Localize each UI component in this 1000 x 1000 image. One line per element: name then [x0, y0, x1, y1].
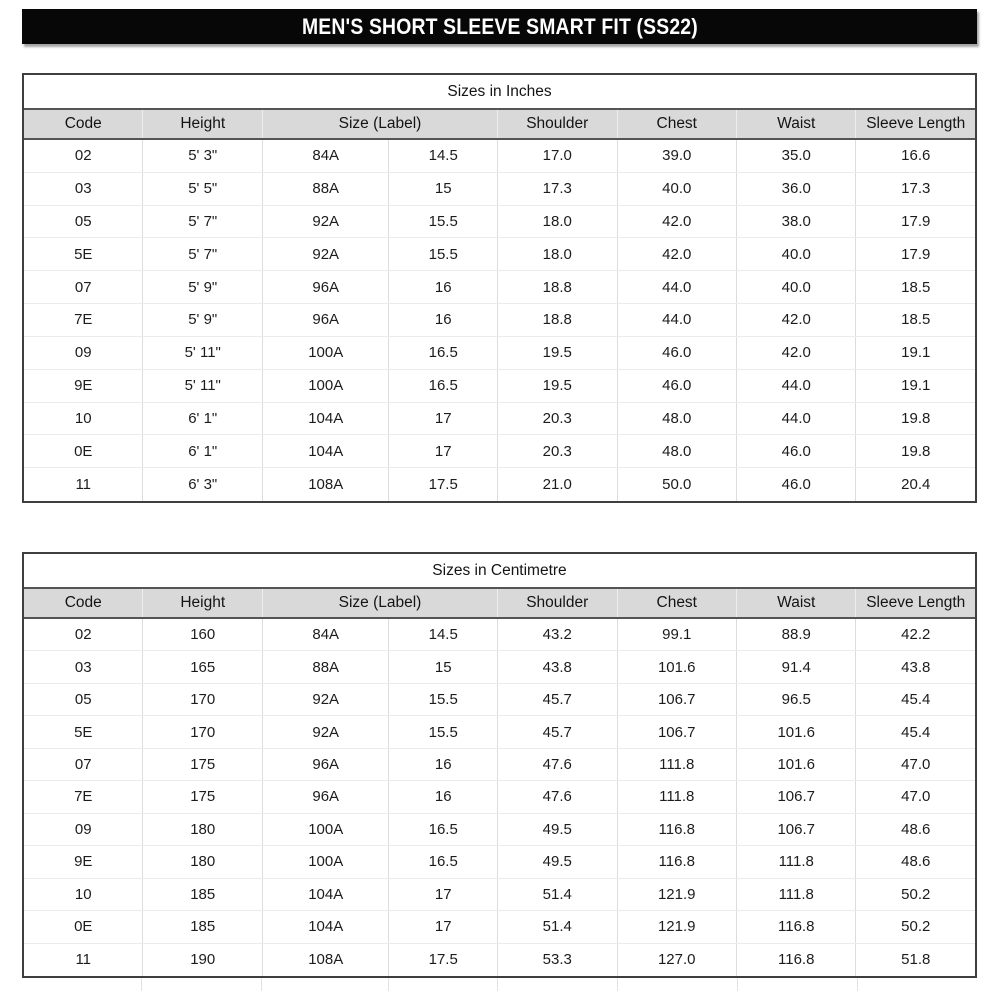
table-cell: 108A — [263, 944, 389, 976]
table-cell: 19.8 — [901, 442, 931, 460]
table-cell: 47.0 — [901, 756, 931, 774]
table-cell: 5E — [24, 716, 143, 747]
column-header: Waist — [737, 589, 856, 617]
table-cell: 104A — [263, 879, 389, 910]
table-body — [24, 140, 975, 501]
table-cell: 51.4 — [498, 911, 618, 942]
table-cell: 17.5 — [389, 468, 498, 501]
table-cell: 17.3 — [901, 180, 931, 198]
table-cell: 91.4 — [737, 651, 856, 682]
table-cell: 92A — [263, 206, 389, 238]
table-cell: 44.0 — [618, 304, 738, 336]
table-cell: 07 — [24, 749, 143, 780]
table-cell: 20.3 — [498, 435, 618, 467]
table-cell: 0E — [24, 911, 143, 942]
table-cell: 16 — [389, 271, 498, 303]
table-cell: 40.0 — [737, 238, 856, 270]
column-header: Shoulder — [498, 589, 618, 617]
table-cell: 106.7 — [737, 781, 856, 812]
table-cell: 5' 9" — [143, 304, 263, 336]
table-cell: 96.5 — [737, 684, 856, 715]
table-cell: 6' 1" — [143, 403, 263, 435]
table-cell: 111.8 — [737, 846, 856, 877]
table-cell: 190 — [143, 944, 263, 976]
table-cell: 18.8 — [498, 304, 618, 336]
table-cell: 96A — [263, 749, 389, 780]
table-cell: 92A — [263, 684, 389, 715]
table-cell: 96A — [263, 781, 389, 812]
table-cell: 111.8 — [737, 879, 856, 910]
table-cell: 45.4 — [901, 691, 931, 709]
column-header: Chest — [618, 110, 738, 138]
table-cell: 49.5 — [498, 846, 618, 877]
table-cell: 121.9 — [618, 879, 738, 910]
table-cell: 42.0 — [618, 238, 738, 270]
table-row — [24, 619, 975, 651]
table-row — [24, 468, 975, 501]
table-cell: 17.3 — [498, 173, 618, 205]
table-cell: 19.1 — [901, 377, 931, 395]
table-cell: 35.0 — [737, 140, 856, 172]
table-cell: 116.8 — [618, 814, 738, 845]
table-row — [24, 403, 975, 436]
table-cell: 46.0 — [737, 468, 856, 501]
table-cell: 19.5 — [498, 337, 618, 369]
column-header: Size (Label) — [263, 589, 498, 617]
table-cell: 45.7 — [498, 716, 618, 747]
table-cell: 20.4 — [901, 476, 931, 494]
table-cell: 84A — [263, 619, 389, 650]
column-header: Code — [24, 589, 143, 617]
table-cell: 165 — [143, 651, 263, 682]
table-cell: 47.6 — [498, 781, 618, 812]
table-cell: 40.0 — [618, 173, 738, 205]
table-cell: 104A — [263, 911, 389, 942]
table-cell: 106.7 — [737, 814, 856, 845]
table-cell: 9E — [24, 846, 143, 877]
table-cell: 88A — [263, 651, 389, 682]
table-row — [24, 846, 975, 878]
table-cell: 47.0 — [901, 788, 931, 806]
table-row — [24, 944, 975, 976]
table-cell: 17 — [389, 879, 498, 910]
table-cell: 101.6 — [737, 749, 856, 780]
table-cell: 17.5 — [389, 944, 498, 976]
table-cell: 20.3 — [498, 403, 618, 435]
table-cell: 14.5 — [389, 140, 498, 172]
column-header: Height — [143, 110, 263, 138]
table-cell: 9E — [24, 370, 143, 402]
table-cell: 101.6 — [737, 716, 856, 747]
table-cell: 42.0 — [618, 206, 738, 238]
sizes-in-inches-table — [22, 73, 977, 503]
table-cell: 5' 11" — [143, 337, 263, 369]
table-cell: 11 — [24, 468, 143, 501]
table-cell: 16.5 — [389, 370, 498, 402]
table-cell: 101.6 — [618, 651, 738, 682]
table-cell: 5' 3" — [143, 140, 263, 172]
table-cell: 44.0 — [618, 271, 738, 303]
table-cell: 180 — [143, 846, 263, 877]
table-cell: 10 — [24, 879, 143, 910]
table-cell: 100A — [263, 846, 389, 877]
table-cell: 38.0 — [737, 206, 856, 238]
table-row — [24, 173, 975, 206]
table-cell: 17 — [389, 435, 498, 467]
table-cell: 15.5 — [389, 716, 498, 747]
table-cell: 05 — [24, 684, 143, 715]
table-cell: 5E — [24, 238, 143, 270]
table-cell: 16.6 — [901, 147, 931, 165]
table-cell: 02 — [24, 619, 143, 650]
table-body — [24, 619, 975, 976]
table-cell: 47.6 — [498, 749, 618, 780]
column-header: Size (Label) — [263, 110, 498, 138]
table-cell: 17 — [389, 403, 498, 435]
table-header-row — [24, 587, 975, 619]
table-cell: 19.1 — [901, 344, 931, 362]
table-cell: 18.5 — [901, 311, 931, 329]
table-cell: 111.8 — [618, 781, 738, 812]
table-cell: 09 — [24, 814, 143, 845]
table-cell: 21.0 — [498, 468, 618, 501]
table-row — [24, 435, 975, 468]
table-row — [24, 370, 975, 403]
table-row — [24, 206, 975, 239]
table-cell: 7E — [24, 781, 143, 812]
table-row — [24, 814, 975, 846]
column-header: Shoulder — [498, 110, 618, 138]
sizes-in-centimetre-table — [22, 552, 977, 978]
table-cell: 88.9 — [737, 619, 856, 650]
table-cell: 15.5 — [389, 206, 498, 238]
table-cell: 19.5 — [498, 370, 618, 402]
table-row — [24, 140, 975, 173]
table-cell: 40.0 — [737, 271, 856, 303]
table-cell: 18.0 — [498, 206, 618, 238]
table-cell: 48.0 — [618, 435, 738, 467]
table-row — [24, 716, 975, 748]
table-cell: 46.0 — [618, 370, 738, 402]
table-cell: 100A — [263, 370, 389, 402]
table-cell: 14.5 — [389, 619, 498, 650]
table-cell: 7E — [24, 304, 143, 336]
table-cell: 84A — [263, 140, 389, 172]
page-title: MEN'S SHORT SLEEVE SMART FIT (SS22) — [301, 13, 698, 39]
table-caption: Sizes in Inches — [447, 82, 552, 100]
table-cell: 44.0 — [737, 403, 856, 435]
table-cell: 16 — [389, 304, 498, 336]
table-cell: 51.8 — [901, 951, 931, 969]
table-cell: 51.4 — [498, 879, 618, 910]
table-cell: 50.0 — [618, 468, 738, 501]
table-cell: 45.7 — [498, 684, 618, 715]
table-caption: Sizes in Centimetre — [432, 561, 567, 579]
table-cell: 116.8 — [618, 846, 738, 877]
table-cell: 16.5 — [389, 337, 498, 369]
table-cell: 175 — [143, 781, 263, 812]
table-cell: 6' 1" — [143, 435, 263, 467]
table-cell: 03 — [24, 173, 143, 205]
table-cell: 5' 11" — [143, 370, 263, 402]
table-cell: 53.3 — [498, 944, 618, 976]
table-row — [24, 781, 975, 813]
table-cell: 185 — [143, 879, 263, 910]
table-cell: 50.2 — [901, 885, 931, 903]
table-cell: 42.0 — [737, 337, 856, 369]
table-cell: 16 — [389, 781, 498, 812]
table-cell: 104A — [263, 435, 389, 467]
table-cell: 121.9 — [618, 911, 738, 942]
table-cell: 17.9 — [901, 213, 931, 231]
table-cell: 43.8 — [901, 658, 931, 676]
cutoff-gridline-stubs — [22, 978, 977, 991]
table-cell: 18.5 — [901, 278, 931, 296]
table-cell: 160 — [143, 619, 263, 650]
table-cell: 0E — [24, 435, 143, 467]
table-cell: 100A — [263, 814, 389, 845]
table-cell: 49.5 — [498, 814, 618, 845]
table-cell: 92A — [263, 238, 389, 270]
table-cell: 108A — [263, 468, 389, 501]
table-cell: 5' 7" — [143, 238, 263, 270]
table-cell: 18.8 — [498, 271, 618, 303]
table-cell: 5' 9" — [143, 271, 263, 303]
table-cell: 39.0 — [618, 140, 738, 172]
column-header: Code — [24, 110, 143, 138]
table-cell: 116.8 — [737, 944, 856, 976]
column-header: Sleeve Length — [866, 115, 966, 132]
table-cell: 5' 5" — [143, 173, 263, 205]
table-cell: 170 — [143, 716, 263, 747]
table-row — [24, 651, 975, 683]
table-row — [24, 238, 975, 271]
table-cell: 48.6 — [901, 853, 931, 871]
table-cell: 100A — [263, 337, 389, 369]
column-header: Chest — [618, 589, 738, 617]
column-header: Height — [143, 589, 263, 617]
table-cell: 15.5 — [389, 684, 498, 715]
title-banner — [22, 9, 977, 44]
table-header-row — [24, 108, 975, 140]
table-cell: 92A — [263, 716, 389, 747]
table-cell: 17.0 — [498, 140, 618, 172]
table-cell: 05 — [24, 206, 143, 238]
table-cell: 15 — [389, 173, 498, 205]
table-cell: 99.1 — [618, 619, 738, 650]
table-cell: 104A — [263, 403, 389, 435]
table-cell: 170 — [143, 684, 263, 715]
table-cell: 43.2 — [498, 619, 618, 650]
table-cell: 16 — [389, 749, 498, 780]
table-cell: 42.2 — [901, 626, 931, 644]
table-row — [24, 304, 975, 337]
table-cell: 180 — [143, 814, 263, 845]
table-cell: 6' 3" — [143, 468, 263, 501]
table-cell: 09 — [24, 337, 143, 369]
column-header: Waist — [737, 110, 856, 138]
table-cell: 116.8 — [737, 911, 856, 942]
table-cell: 46.0 — [737, 435, 856, 467]
table-cell: 11 — [24, 944, 143, 976]
table-cell: 46.0 — [618, 337, 738, 369]
table-cell: 48.0 — [618, 403, 738, 435]
table-cell: 02 — [24, 140, 143, 172]
table-cell: 42.0 — [737, 304, 856, 336]
table-cell: 111.8 — [618, 749, 738, 780]
table-cell: 48.6 — [901, 820, 931, 838]
table-cell: 96A — [263, 304, 389, 336]
table-cell: 45.4 — [901, 723, 931, 741]
table-cell: 43.8 — [498, 651, 618, 682]
table-cell: 03 — [24, 651, 143, 682]
table-cell: 17.9 — [901, 245, 931, 263]
table-cell: 44.0 — [737, 370, 856, 402]
table-cell: 16.5 — [389, 814, 498, 845]
table-cell: 106.7 — [618, 684, 738, 715]
table-row — [24, 749, 975, 781]
table-cell: 17 — [389, 911, 498, 942]
table-row — [24, 684, 975, 716]
table-cell: 127.0 — [618, 944, 738, 976]
table-cell: 50.2 — [901, 918, 931, 936]
table-cell: 19.8 — [901, 409, 931, 427]
column-header: Sleeve Length — [866, 594, 966, 611]
table-cell: 10 — [24, 403, 143, 435]
table-cell: 5' 7" — [143, 206, 263, 238]
table-row — [24, 911, 975, 943]
table-cell: 18.0 — [498, 238, 618, 270]
table-cell: 36.0 — [737, 173, 856, 205]
table-cell: 15.5 — [389, 238, 498, 270]
table-cell: 96A — [263, 271, 389, 303]
table-row — [24, 879, 975, 911]
table-cell: 106.7 — [618, 716, 738, 747]
table-cell: 15 — [389, 651, 498, 682]
table-cell: 16.5 — [389, 846, 498, 877]
table-row — [24, 271, 975, 304]
table-cell: 185 — [143, 911, 263, 942]
table-cell: 88A — [263, 173, 389, 205]
table-cell: 175 — [143, 749, 263, 780]
table-cell: 07 — [24, 271, 143, 303]
table-row — [24, 337, 975, 370]
